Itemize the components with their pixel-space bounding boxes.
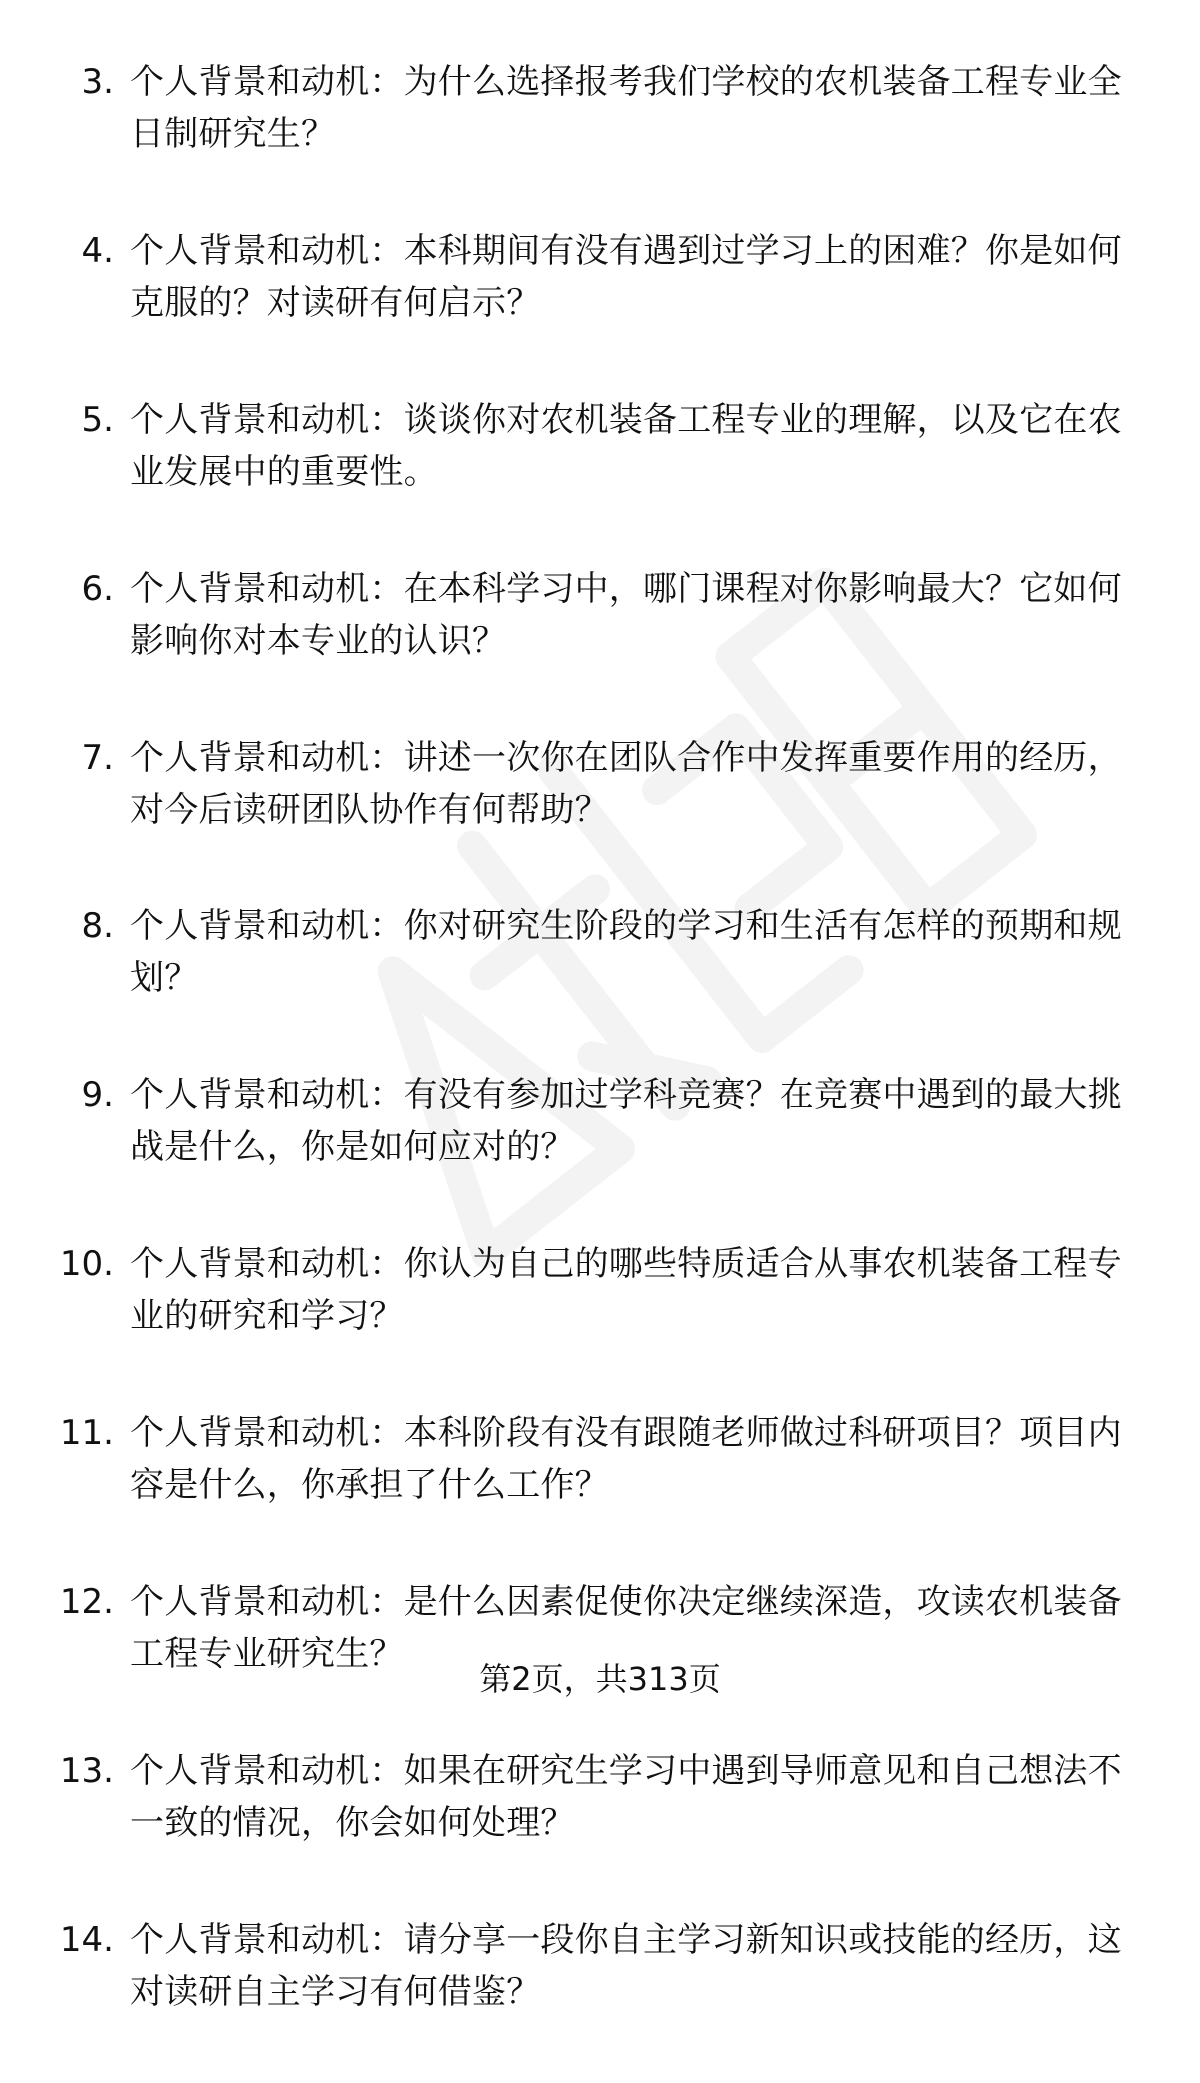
item-number: 13. (59, 1750, 114, 1791)
list-item (50, 900, 1140, 1004)
list-item (50, 1914, 1140, 2018)
question-list (50, 56, 1140, 2083)
item-text: 个人背景和动机：有没有参加过学科竞赛？在竞赛中遇到的最大挑战是什么，你是如何应对的？ (130, 1075, 1122, 1168)
item-number: 5. (81, 399, 114, 440)
item-number: 12. (59, 1582, 114, 1623)
list-item (50, 225, 1140, 329)
page-footer: 第2页，共313页 (479, 1660, 721, 1698)
item-text: 个人背景和动机：在本科学习中，哪门课程对你影响最大？它如何影响你对本专业的认识？ (130, 568, 1122, 661)
item-text: 个人背景和动机：你对研究生阶段的学习和生活有怎样的预期和规划？ (130, 906, 1122, 999)
item-text: 个人背景和动机：是什么因素促使你决定继续深造，攻读农机装备工程专业研究生？ (130, 1582, 1122, 1675)
list-item (50, 563, 1140, 667)
item-number: 11. (59, 1413, 114, 1454)
item-number: 4. (81, 230, 114, 271)
item-text: 个人背景和动机：你认为自己的哪些特质适合从事农机装备工程专业的研究和学习？ (130, 1244, 1122, 1337)
item-number: 9. (81, 1075, 114, 1116)
list-item (50, 56, 1140, 160)
item-text: 个人背景和动机：讲述一次你在团队合作中发挥重要作用的经历，对今后读研团队协作有何帮助？ (130, 737, 1122, 830)
item-number: 10. (59, 1244, 114, 1285)
list-item (50, 732, 1140, 836)
item-text: 个人背景和动机：为什么选择报考我们学校的农机装备工程专业全日制研究生？ (130, 62, 1122, 154)
item-text: 个人背景和动机：本科阶段有没有跟随老师做过科研项目？项目内容是什么，你承担了什么工作？ (130, 1413, 1122, 1506)
item-text: 个人背景和动机：本科期间有没有遇到过学习上的困难？你是如何克服的？对读研有何启示？ (130, 230, 1122, 323)
item-number: 14. (59, 1919, 114, 1960)
list-item (50, 394, 1140, 498)
list-item (50, 1407, 1140, 1511)
item-text: 个人背景和动机：请分享一段你自主学习新知识或技能的经历，这对读研自主学习有何借鉴？ (130, 1919, 1122, 2012)
item-number: 8. (81, 906, 114, 947)
item-number: 3. (81, 62, 114, 102)
list-item (50, 1069, 1140, 1173)
item-text: 个人背景和动机：谈谈你对农机装备工程专业的理解，以及它在农业发展中的重要性。 (130, 399, 1122, 492)
list-item (50, 1238, 1140, 1342)
item-number: 6. (81, 568, 114, 609)
item-text: 个人背景和动机：如果在研究生学习中遇到导师意见和自己想法不一致的情况，你会如何处理？ (130, 1750, 1122, 1843)
item-number: 7. (81, 737, 114, 778)
list-item (50, 1745, 1140, 1849)
